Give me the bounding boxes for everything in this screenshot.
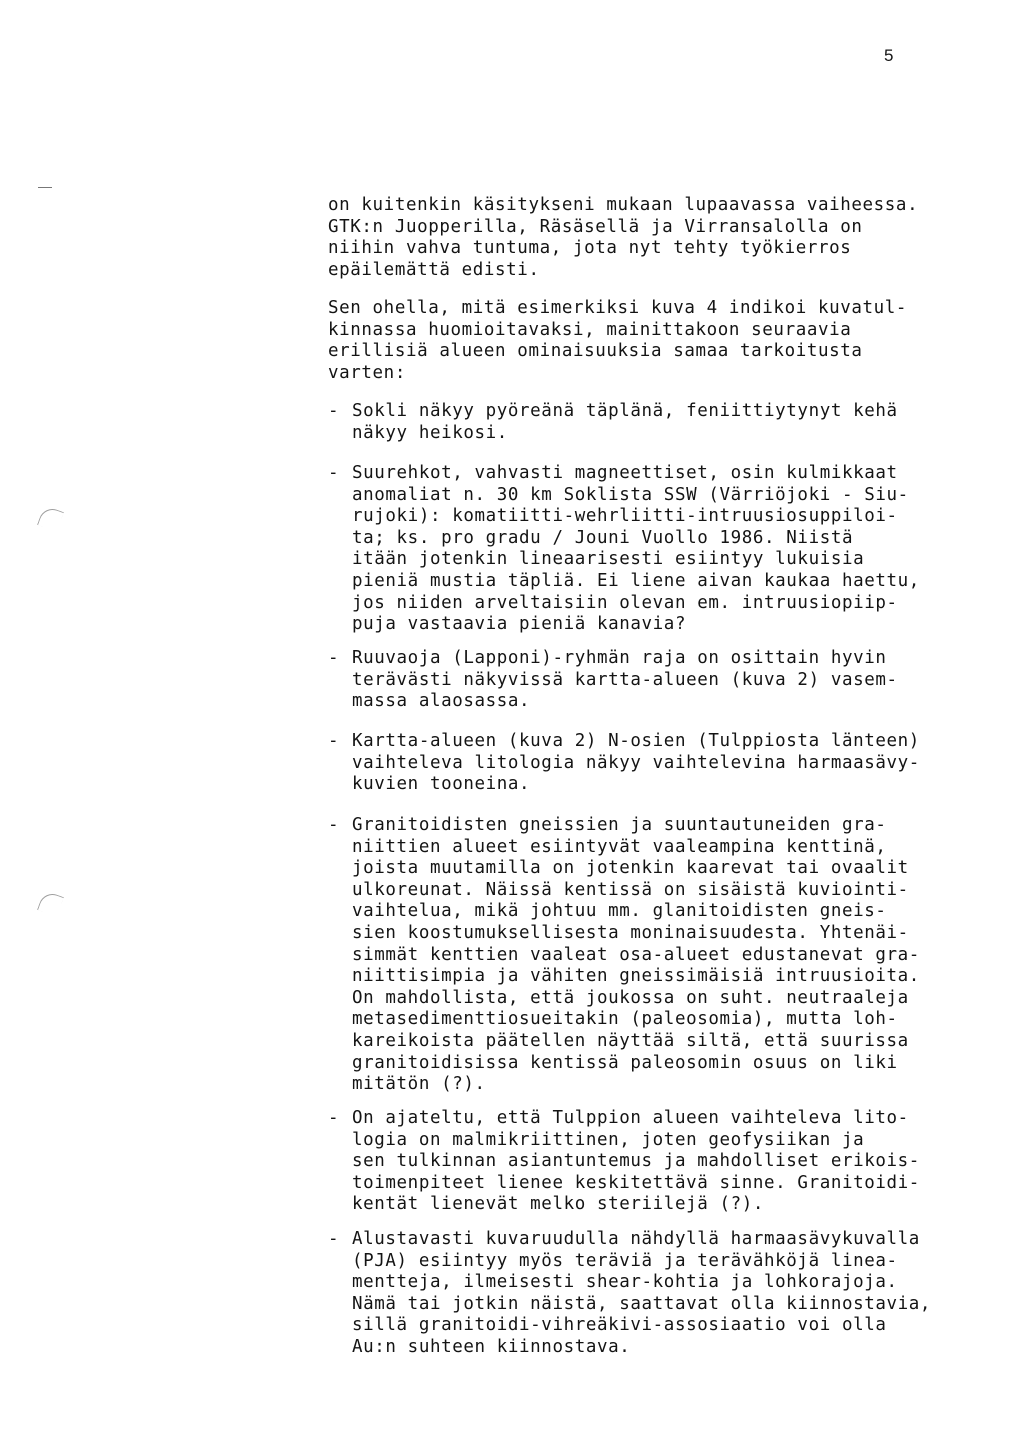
bullet-text-line: logia on malmikriittinen, joten geofysiikan ja [352,1129,865,1150]
bullet-dash: - [328,1229,339,1249]
text-line: epäilemättä edisti. [328,259,540,280]
bullet-text-line: puja vastaavia pieniä kanavia? [352,614,687,635]
bullet-text-line: vaihteleva litologia näkyy vaihtelevina harmaasävy- [352,752,920,773]
bullet-text-line: mentteja, ilmeisesti shear-kohtia ja lohkorajoja. [352,1272,898,1293]
bullet-text-line: kareikoista päätellen näyttää siltä, että suurissa [352,1031,909,1051]
text-line: on kuitenkin käsitykseni mukaan lupaavassa vaiheessa. [328,195,919,215]
bullet-text-line: On ajateltu, että Tulppion alueen vaihteleva lito- [352,1108,909,1128]
bullet-dash: - [328,815,339,835]
bullet-text-line: granitoidisissa kentissä paleosomin osuus on liki [352,1052,898,1073]
bullet-text-line: niittisimpia ja vähiten gneissimäisiä intruusioita. [352,966,920,987]
bullet-text-line: Kartta-alueen (kuva 2) N-osien (Tulppiosta länteen) [352,731,920,751]
bullet-text-line: Au:n suhteen kiinnostava. [352,1337,631,1357]
bullet-text-line: mitätön (?). [352,1074,486,1095]
bullet-text-line: näkyy heikosi. [352,422,508,443]
bullet-text-line: toimenpiteet lienee keskitettävä sinne. Granitoidi- [352,1172,920,1193]
bullet-text-line: kentät lienevät melko steriilejä (?). [352,1194,765,1215]
bullet-dash: - [328,463,339,483]
bullet-dash: - [328,648,339,668]
bullet-text-line: itään jotenkin lineaarisesti esiintyy lukuisia [352,549,865,570]
text-line: erillisiä alueen ominaisuuksia samaa tarkoitusta [328,341,863,362]
bullet-dash: - [328,1108,339,1128]
bullet-text-line: sen tulkinnan asiantuntemus ja mahdolliset erikois- [352,1151,920,1172]
bullet-dash: - [328,731,339,751]
bullet-text-line: ta; ks. pro gradu / Jouni Vuollo 1986. Niistä [352,527,854,548]
text-line: Sen ohella, mitä esimerkiksi kuva 4 indikoi kuvatul- [328,298,908,318]
text-line: varten: [328,362,406,383]
bullet-text-line: kuvien tooneina. [352,774,531,795]
bullet-text-line: Granitoidisten gneissien ja suuntautuneiden gra- [352,815,887,835]
bullet-text-line: ulkoreunat. Näissä kentissä on sisäistä kuviointi- [352,879,909,900]
bullet-dash: - [328,401,339,421]
text-line: kinnassa huomioitavaksi, mainittakoon seuraavia [328,319,852,340]
bullet-text-line: metasedimenttiosueitakin (paleosomia), mutta loh- [352,1009,898,1030]
bullet-text-line: Nämä tai jotkin näistä, saattavat olla kiinnostavia, [352,1293,932,1314]
bullet-text-line: Ruuvaoja (Lapponi)-ryhmän raja on osittain hyvin [352,648,887,668]
bullet-text-line: terävästi näkyvissä kartta-alueen (kuva 2) vasem- [352,669,898,690]
margin-curve-mark [37,890,64,917]
bullet-text-line: Suurehkot, vahvasti magneettiset, osin kulmikkaat [352,463,898,483]
bullet-text-line: massa alaosassa. [352,691,531,712]
bullet-text-line: Alustavasti kuvaruudulla nähdyllä harmaasävykuvalla [352,1229,920,1249]
bullet-text-line: sillä granitoidi-vihreäkivi-assosiaatio voi olla [352,1315,887,1336]
bullet-text-line: (PJA) esiintyy myös teräviä ja terävähköjä linea- [352,1250,898,1271]
margin-tick-mark [38,187,52,188]
margin-curve-mark [37,505,64,532]
bullet-text-line: jos niiden arveltaisiin olevan em. intruusiopiip- [352,592,898,613]
bullet-text-line: niittien alueet esiintyvät vaaleampina kenttinä, [352,836,887,857]
text-line: GTK:n Juopperilla, Räsäsellä ja Virransalolla on [328,216,863,237]
bullet-text-line: vaihtelua, mikä johtuu mm. glanitoidisten gneis- [352,901,887,922]
page-number: 5 [884,46,894,65]
text-line: niihin vahva tuntuma, jota nyt tehty työkierros [328,238,852,259]
bullet-text-line: On mahdollista, että joukossa on suht. neutraaleja [352,987,909,1008]
bullet-text-line: sien koostumuksellisesta moninaisuudesta. Yhtenäi- [352,923,909,943]
bullet-text-line: pieniä mustia täpliä. Ei liene aivan kaukaa haettu, [352,571,920,591]
bullet-text-line: joista muutamilla on jotenkin kaarevat tai ovaalit [352,858,909,879]
bullet-text-line: simmät kenttien vaaleat osa-alueet edustanevat gra- [352,944,920,965]
bullet-text-line: anomaliat n. 30 km Soklista SSW (Värriöjoki - Siu- [352,484,909,505]
bullet-text-line: Sokli näkyy pyöreänä täplänä, feniittiytynyt kehä [352,401,898,421]
bullet-text-line: rujoki): komatiitti-wehrliitti-intruusiosuppiloi- [352,506,898,527]
